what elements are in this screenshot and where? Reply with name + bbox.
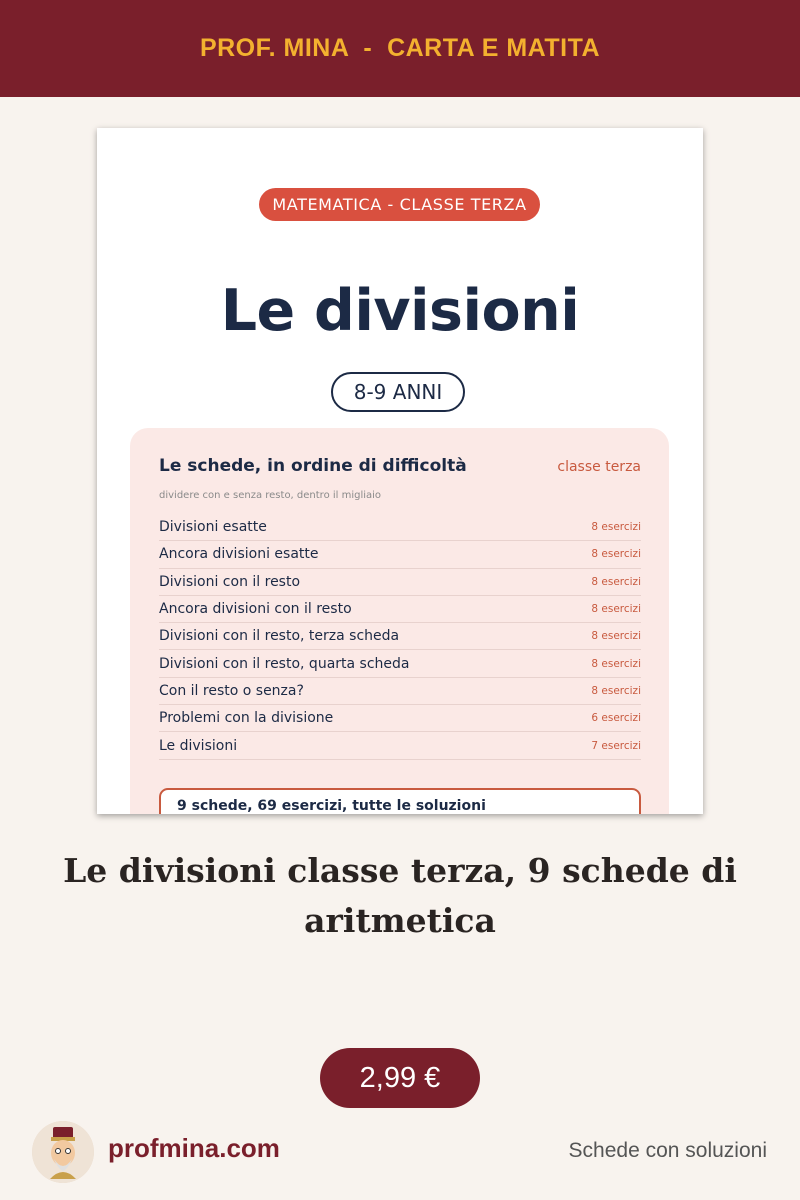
header-bar	[0, 0, 800, 97]
contents-subtitle: dividere con e senza resto, dentro il migliaio	[159, 490, 382, 501]
list-item	[159, 596, 641, 623]
item-count: 8 esercizi	[591, 575, 641, 588]
item-count: 8 esercizi	[591, 603, 641, 616]
item-name: Con il resto o senza?	[159, 682, 304, 699]
product-title: Le divisioni classe terza, 9 schede di aritmetica	[63, 851, 737, 940]
list-item	[159, 541, 641, 568]
class-tag: classe terza	[557, 459, 641, 475]
contents-card	[130, 428, 669, 814]
item-count: 8 esercizi	[591, 630, 641, 643]
list-item	[159, 650, 641, 677]
contents-header	[159, 456, 641, 476]
item-name: Divisioni con il resto, terza scheda	[159, 628, 400, 645]
item-count: 8 esercizi	[591, 657, 641, 670]
list-item	[159, 514, 641, 541]
item-count: 8 esercizi	[591, 521, 641, 534]
subject-pill: MATEMATICA - CLASSE TERZA	[259, 188, 540, 221]
item-name: Problemi con la divisione	[159, 710, 334, 727]
item-name: Divisioni con il resto, quarta scheda	[159, 655, 410, 672]
list-item	[159, 678, 641, 705]
item-name: Ancora divisioni con il resto	[159, 601, 352, 618]
item-count: 7 esercizi	[591, 739, 641, 752]
list-item	[159, 623, 641, 650]
summary-box: 9 schede, 69 esercizi, tutte le soluzioni	[159, 788, 641, 814]
item-name: Divisioni esatte	[159, 519, 267, 536]
list-item	[159, 569, 641, 596]
worksheet-list	[159, 514, 641, 760]
list-item	[159, 705, 641, 732]
worksheet-preview[interactable]	[97, 128, 703, 814]
item-count: 8 esercizi	[591, 548, 641, 561]
item-name: Le divisioni	[159, 737, 238, 754]
item-count: 6 esercizi	[591, 712, 641, 725]
item-name: Ancora divisioni esatte	[159, 546, 319, 563]
brand-title: PROF. MINA - CARTA E MATITA	[199, 34, 601, 62]
worksheet-title: Le divisioni	[220, 278, 580, 344]
list-item	[159, 732, 641, 759]
site-link[interactable]: profmina.com	[108, 1133, 280, 1163]
item-count: 8 esercizi	[591, 684, 641, 697]
age-badge: 8-9 ANNI	[331, 372, 465, 412]
price-button[interactable]: 2,99 €	[320, 1048, 480, 1108]
footer-tagline: Schede con soluzioni	[568, 1139, 767, 1162]
contents-title: Le schede, in ordine di difficoltà	[159, 456, 467, 476]
item-name: Divisioni con il resto	[159, 573, 301, 590]
professor-avatar-icon	[32, 1121, 94, 1183]
